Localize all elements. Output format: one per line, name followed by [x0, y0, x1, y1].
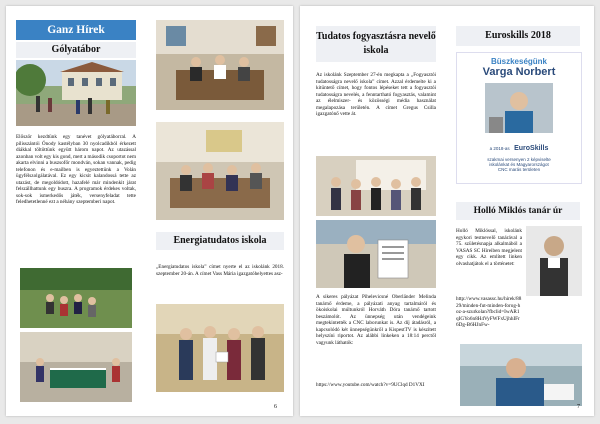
euroskills-title: Euroskills 2018 [456, 26, 580, 46]
hollo-title: Holló Miklós tanár úr [456, 202, 580, 220]
left-column-1 [16, 6, 136, 58]
page-left [6, 6, 293, 416]
poster-photo [485, 83, 553, 133]
youtube-link[interactable]: https://www.youtube.com/watch?v=9UClqd D1VXI [316, 382, 425, 388]
poster-brand: EuroSkills [514, 145, 549, 152]
golyatabor-text: Először kezdtünk egy tanévet gólyatáborral. A pilisszántói Ónody kastélyban 30 nyolcadikból érkezett diákkal töltöttünk együtt három napot. Az utazással azonban volt egy kis gond, mert a második csoportot nem akarta elvinni a buszsofőr mondván, sokan vannak, pedig telefonon és e-mailben is egyeztettünk a Volán ügyfélszolgálatával. Ez egy kicsit kalandossá tette az utazást, de megoldódott, hazafelé már mindenkit járat felszállhattunk egy buszra. A programok érdekes voltak, sok-sok ismerkedős játék, versenyfeladat tette feledhetetlenné ezt a néhány szeptemberi napot. [16, 134, 136, 205]
photo-energia-2 [156, 122, 284, 220]
fogyasztas-text-1: Az iskolánk Szeptember 27-én megkapta a „Fogyasztói tudatosságra nevelő iskola” címet. Azzal érdemelte ki a kitüntető címet, hogy fontos lépéseket tett a fogyasztói tudatosságra nevelés, a fenntartható fogyasztás, valamint az élelmiszer- és közösségi média használat megalapozása területén. A címet Gregus Csilla igazgatónő vette át. [316, 72, 436, 117]
fogyasztas-text-2: A sikeres pályázat Pihelevicsné Oberländer Melinda tanárnő érdeme, a pályázati anyag tartalmáról és ökoiskolai múltunkról Horváth Dóra tanárnő tartott beszámolót. Az ünnepség után vendégeink megtekintették a CNC laborunkat is. Az díj átadásról, a kapcsolódó két ünnepségünkről a KispestTV is készített helyszíni riportot. Az alábbi linkeken a 18:14 perctől vagyunk láthatók: [316, 294, 436, 346]
photo-hollo-writing [460, 344, 582, 406]
euroskills-poster [456, 52, 582, 184]
photo-energia-1 [156, 20, 284, 110]
section-banner: Ganz Hírek [16, 20, 136, 40]
vasas-link[interactable]: http://www.vasassc.hu/hirek/8829/minden-fut-minden-forog-hoz-a-szurkolan?fbclid=IwAR1qIGYo6n8H4VyFWFxUjhhIFr6Dg-B6HJnFw- [456, 296, 522, 328]
poster-line-1: a 2018-as [489, 146, 510, 151]
poster-line-2: szakmai versenyen 2 képviselte [487, 157, 551, 162]
energiatudatos-text: „Energiatudatos iskola” címet nyerte el az iskolánk 2018. szeptember 20-án. A címet Vass Mária igazgatóhelyettes asz- [156, 264, 284, 277]
fogyasztas-title: Tudatos fogyasztásra nevelő iskola [316, 26, 436, 62]
page-number-right: 7 [577, 404, 580, 410]
photo-golyatabor-pingpong [20, 332, 132, 402]
energiatudatos-title: Energiatudatos iskola [156, 232, 284, 250]
photo-energia-award [156, 304, 284, 392]
poster-line-4: CNC marás területen [497, 167, 541, 172]
photo-golyatabor-group [20, 268, 132, 328]
photo-golyatabor-castle [16, 60, 136, 126]
photo-hollo-portrait [526, 226, 582, 296]
page-right [300, 6, 594, 416]
poster-heading: Büszkeségünk [490, 57, 548, 66]
page-number-left: 6 [274, 404, 277, 410]
poster-line-3: iskolánkat és Magyarországot [489, 162, 549, 167]
poster-name: Varga Norbert [482, 66, 556, 78]
photo-fogyasztas-ceremony [316, 156, 436, 216]
photo-fogyasztas-certificate [316, 220, 436, 288]
golyatabor-title: Gólyatábor [16, 42, 136, 58]
hollo-text: Holló Miklóssal, iskolánk egykori testnevelő tanárával a 75. születésnapja alkalmából a VASAS SC Híreiben megjelent egy cikk. Az említett linken olvashatjátok el a történetet: [456, 228, 522, 267]
